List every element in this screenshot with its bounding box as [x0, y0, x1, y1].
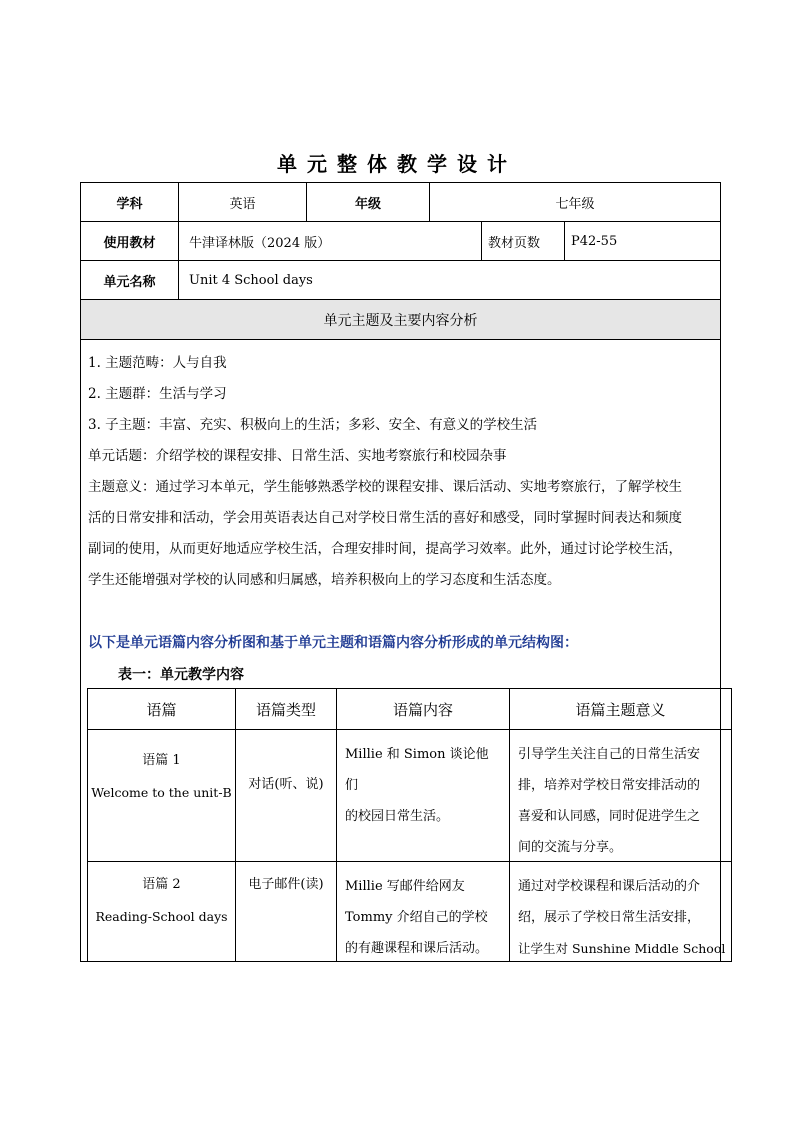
content-line-2: Tommy 介绍自己的学校	[345, 910, 488, 925]
content-line-1: Millie 和 Simon 谈论他们	[345, 747, 489, 793]
meaning-line-3: 让学生对 Sunshine Middle School	[518, 941, 726, 956]
theme-meaning-line-1: 主题意义：通过学习本单元，学生能够熟悉学校的课程安排、课后活动、实地考察旅行，了解学校生	[88, 479, 682, 495]
section-title: 单元主题及主要内容分析	[323, 312, 478, 329]
pages-value: P42-55	[571, 233, 618, 249]
analysis-text	[88, 348, 718, 596]
table-row-1-content	[337, 729, 509, 832]
table-row-1-type: 对话(听、说)	[248, 777, 324, 792]
text-name-line-2: Welcome to the unit-B	[91, 785, 232, 800]
meaning-line-1: 通过对学校课程和课后活动的介	[518, 879, 701, 894]
text-name-line-1: 语篇 2	[142, 877, 181, 892]
theme-meaning-line-2: 活的日常安排和活动，学会用英语表达自己对学校日常生活的喜好和感受，同时掌握时间表达和频度	[88, 510, 682, 526]
content-line-1: Millie 写邮件给网友	[345, 879, 465, 894]
table-caption: 表一：单元教学内容	[118, 667, 244, 683]
table-row-1-name	[88, 745, 235, 809]
column-header: 语篇内容	[392, 700, 453, 719]
structure-heading: 以下是单元语篇内容分析图和基于单元主题和语篇内容分析形成的单元结构图：	[88, 635, 578, 651]
unit-topic: 单元话题：介绍学校的课程安排、日常生活、实地考察旅行和校园杂事	[88, 448, 507, 464]
table-row-2-content	[337, 861, 509, 964]
theme-group: 2. 主题群：生活与学习	[88, 386, 227, 402]
theme-scope: 1. 主题范畴：人与自我	[88, 355, 227, 371]
unit-label: 单元名称	[103, 274, 156, 290]
document-title: 单元整体教学设计	[277, 152, 517, 176]
meaning-line-3: 喜爱和认同感，同时促进学生之	[518, 809, 701, 824]
theme-meaning-line-3: 副词的使用，从而更好地适应学校生活，合理安排时间，提高学习效率。此外，通过讨论学校生活，	[88, 541, 682, 557]
table-row-1-meaning	[510, 729, 731, 863]
textbook-value: 牛津译林版（2024 版）	[189, 235, 331, 251]
table-row-2-name	[88, 869, 235, 933]
meaning-line-1: 引导学生关注自己的日常生活安	[518, 747, 701, 762]
table-row-2-meaning	[510, 861, 731, 964]
unit-value: Unit 4 School days	[189, 272, 313, 288]
textbook-label: 使用教材	[103, 235, 156, 251]
pages-label: 教材页数	[488, 235, 541, 251]
content-line-2: 的校园日常生活。	[345, 809, 450, 824]
text-name-line-1: 语篇 1	[142, 753, 181, 768]
meaning-line-2: 排，培养对学校日常安排活动的	[518, 778, 701, 793]
text-name-line-2: Reading-School days	[95, 909, 228, 924]
column-header: 语篇	[146, 700, 177, 719]
grade-label: 年级	[354, 196, 381, 212]
meaning-line-4: 间的交流与分享。	[518, 840, 623, 855]
table-row-2-type: 电子邮件(读)	[248, 877, 324, 892]
subject-value: 英语	[229, 196, 256, 212]
grade-value: 七年级	[555, 196, 595, 212]
content-line-3: 的有趣课程和课后活动。	[345, 941, 489, 956]
column-header: 语篇主题意义	[575, 700, 666, 719]
sub-theme: 3. 子主题：丰富、充实、积极向上的生活；多彩、安全、有意义的学校生活	[88, 417, 538, 433]
theme-meaning-line-4: 学生还能增强对学校的认同感和归属感，培养积极向上的学习态度和生活态度。	[88, 572, 561, 588]
subject-label: 学科	[116, 196, 143, 212]
column-header: 语篇类型	[255, 700, 316, 719]
meaning-line-2: 绍，展示了学校日常生活安排，	[518, 910, 701, 925]
content-table	[87, 688, 732, 962]
